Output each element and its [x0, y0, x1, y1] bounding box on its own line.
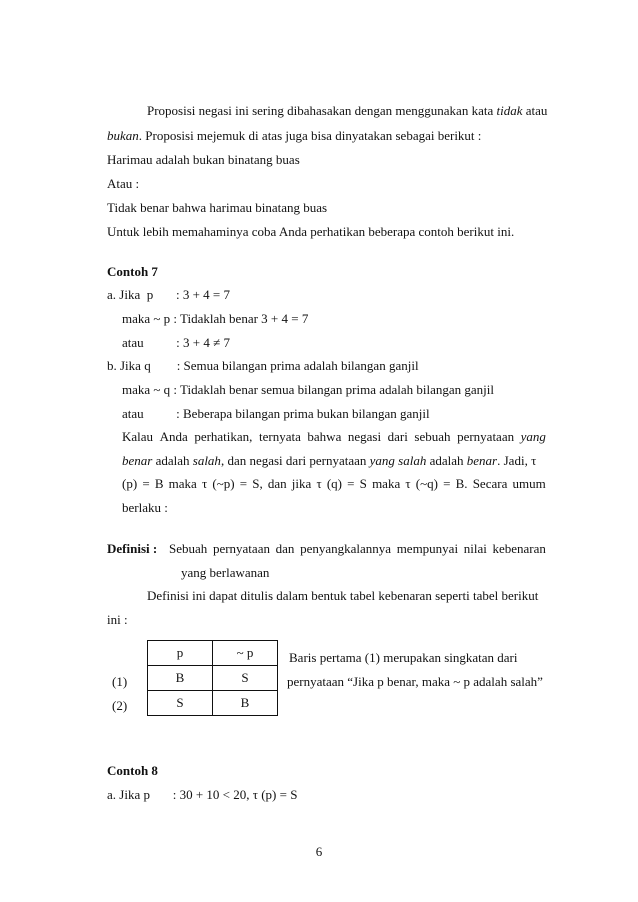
- word: umum: [512, 476, 546, 491]
- contoh7-title: Contoh 7: [107, 264, 158, 279]
- word: ternyata: [258, 429, 301, 444]
- text: . Proposisi mejemuk di atas juga bisa dinyatakan sebagai berikut :: [138, 128, 482, 143]
- word: (q): [326, 476, 343, 491]
- italic-word: yang salah: [369, 453, 427, 468]
- line-harimau: Harimau adalah bukan binatang buas: [107, 152, 300, 167]
- word: S,: [252, 476, 263, 491]
- word: τ: [405, 476, 411, 491]
- cell-not-p: S: [213, 666, 278, 691]
- word: τ: [316, 476, 322, 491]
- text: atau: [522, 103, 548, 118]
- italic-word: salah: [192, 453, 221, 468]
- table-header-row: [148, 641, 278, 666]
- word: =: [347, 476, 355, 491]
- word: maka: [372, 476, 401, 491]
- para1-line1: [147, 103, 547, 119]
- word: τ: [201, 476, 208, 491]
- word: penyangkalannya: [300, 541, 392, 556]
- definisi-line4: ini :: [107, 612, 128, 627]
- word: B: [154, 476, 164, 491]
- definisi-line3: Definisi ini dapat ditulis dalam bentuk tabel kebenaran seperti tabel berikut: [147, 588, 539, 603]
- contoh7-b3: atau : Beberapa bilangan prima bukan bilangan ganjil: [122, 406, 430, 421]
- table-note-line1: Baris pertama (1) merupakan singkatan dari: [289, 650, 518, 665]
- row-label: (2): [112, 698, 128, 713]
- italic-word: benar: [466, 453, 498, 468]
- cell-p: B: [148, 666, 213, 691]
- kalau-line4: berlaku :: [122, 500, 168, 515]
- kalau-line3: [122, 476, 546, 492]
- word: jika: [291, 476, 312, 491]
- word: B.: [455, 476, 468, 491]
- word: dan: [267, 476, 287, 491]
- table-note-line2: pernyataan “Jika p benar, maka ~ p adalah salah”: [287, 674, 543, 689]
- word: (p): [122, 476, 138, 491]
- table-row: [148, 691, 278, 716]
- table-row: [148, 666, 278, 691]
- line-untuk: Untuk lebih memahaminya coba Anda perhatikan beberapa contoh berikut ini.: [107, 224, 515, 239]
- truth-table: [147, 640, 278, 716]
- word: dari: [387, 429, 408, 444]
- word: perhatikan,: [194, 429, 253, 444]
- header-not-p: ~ p: [213, 641, 278, 666]
- contoh7-b2: maka ~ q : Tidaklah benar semua bilangan prima adalah bilangan ganjil: [122, 382, 495, 397]
- header-p: p: [148, 641, 213, 666]
- page-number: 6: [315, 844, 323, 859]
- word: negasi: [347, 429, 382, 444]
- word: sebuah: [414, 429, 451, 444]
- word: (~p): [212, 476, 235, 491]
- definisi-line2: yang berlawanan: [181, 565, 270, 580]
- word: =: [443, 476, 451, 491]
- contoh7-a1: a. Jika p : 3 + 4 = 7: [107, 287, 230, 302]
- text: , dan negasi dari pernyataan: [220, 453, 370, 468]
- contoh7-a3: atau : 3 + 4 ≠ 7: [122, 335, 230, 350]
- word: bahwa: [307, 429, 342, 444]
- word: mempunyai: [396, 541, 459, 556]
- text: adalah: [426, 453, 467, 468]
- text: . Jadi, τ: [497, 453, 537, 468]
- word: kebenaran: [492, 541, 546, 556]
- word: pernyataan: [457, 429, 515, 444]
- cell-not-p: B: [213, 691, 278, 716]
- kalau-line1: [122, 429, 546, 445]
- word: dan: [275, 541, 295, 556]
- word: =: [239, 476, 248, 491]
- contoh8-title: Contoh 8: [107, 763, 158, 778]
- italic-word: benar: [122, 453, 153, 468]
- word: nilai: [463, 541, 487, 556]
- word: Sebuah: [169, 541, 208, 556]
- para1-line2: [107, 128, 481, 144]
- cell-p: S: [148, 691, 213, 716]
- word: Anda: [159, 429, 188, 444]
- italic-term: tidak: [496, 103, 523, 118]
- kalau-line2: [122, 453, 546, 469]
- contoh7-b1: b. Jika q : Semua bilangan prima adalah bilangan ganjil: [107, 358, 419, 373]
- word: =: [142, 476, 150, 491]
- line-atau: Atau :: [107, 176, 140, 191]
- word: S: [359, 476, 367, 491]
- word: Kalau: [122, 429, 154, 444]
- word: pernyataan: [212, 541, 270, 556]
- italic-word: yang: [520, 429, 546, 444]
- line-tidak-benar: Tidak benar bahwa harimau binatang buas: [107, 200, 328, 215]
- definisi-label: Definisi :: [107, 541, 158, 556]
- text: Proposisi negasi ini sering dibahasakan dengan menggunakan kata: [147, 103, 497, 118]
- definisi-line1: [169, 541, 546, 557]
- italic-term: bukan: [107, 128, 139, 143]
- word: (~q): [415, 476, 438, 491]
- row-label: (1): [112, 674, 128, 689]
- contoh7-a2: maka ~ p : Tidaklah benar 3 + 4 = 7: [122, 311, 309, 326]
- contoh8-a1: a. Jika p : 30 + 10 < 20, τ (p) = S: [107, 787, 298, 802]
- text: adalah: [152, 453, 193, 468]
- word: Secara: [472, 476, 508, 491]
- word: maka: [168, 476, 197, 491]
